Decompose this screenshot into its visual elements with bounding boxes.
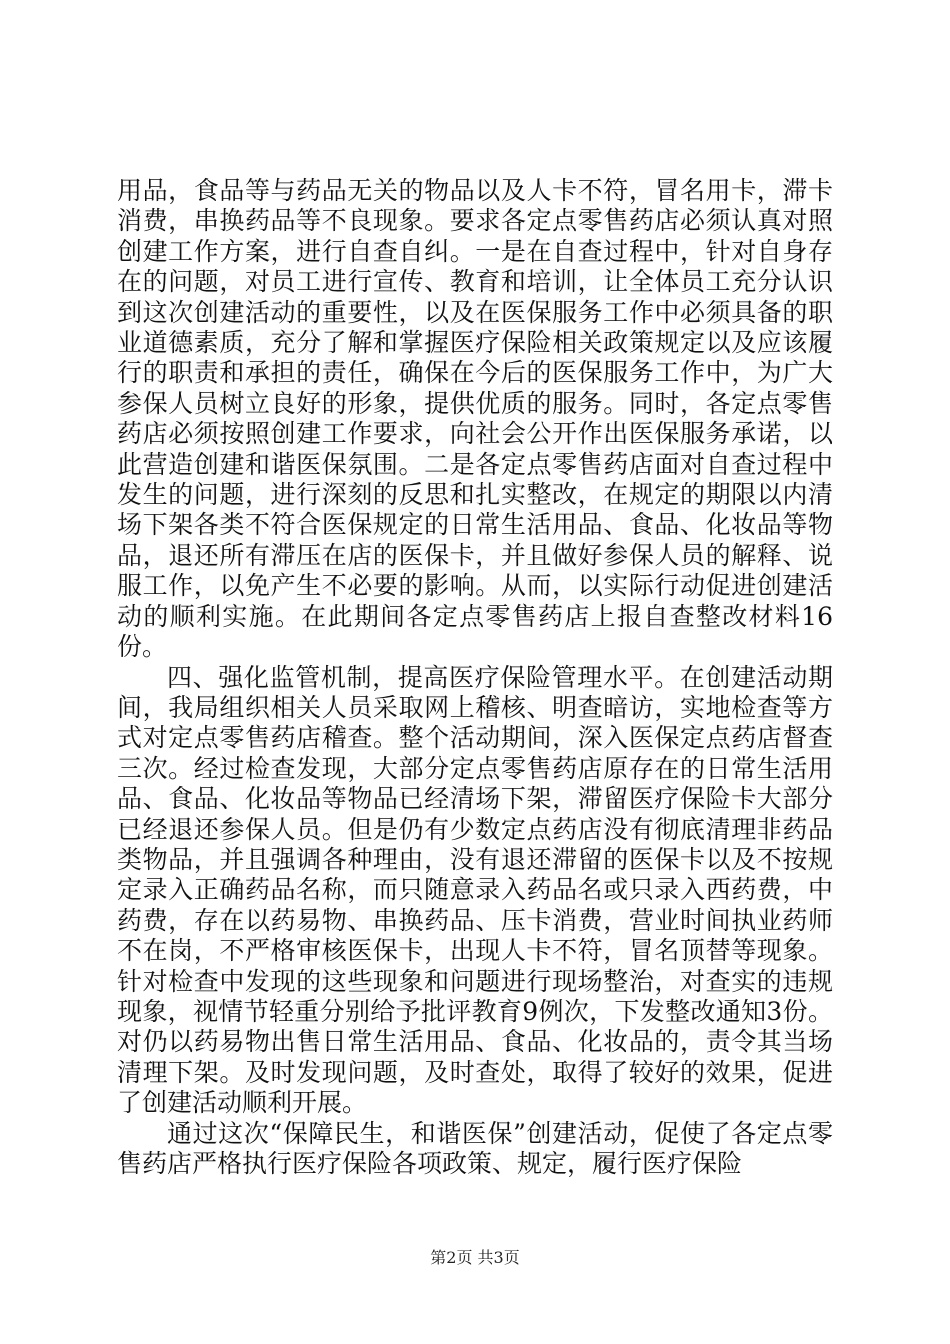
- paragraph-continuation: 用品，食品等与药品无关的物品以及人卡不符，冒名用卡，滞卡消费，串换药品等不良现象。要求各定点零售药店必须认真对照创建工作方案，进行自查自纠。一是在自查过程中，针对自身存在的问题，对员工进行宣传、教育和培训，让全体员工充分认识到这次创建活动的重要性，以及在医保服务工作中必须具备的职业道德素质，充分了解和掌握医疗保险相关政策规定以及应该履行的职责和承担的责任，确保在今后的医保服务工作中，为广大参保人员树立良好的形象，提供优质的服务。同时，各定点零售药店必须按照创建工作要求，向社会公开作出医保服务承诺，以此营造创建和谐医保氛围。二是各定点零售药店面对自查过程中发生的问题，进行深刻的反思和扎实整改，在规定的期限以内清场下架各类不符合医保规定的日常生活用品、食品、化妆品等物品，退还所有滞压在店的医保卡，并且做好参保人员的解释、说服工作，以免产生不必要的影响。从而，以实际行动促进创建活动的顺利实施。在此期间各定点零售药店上报自查整改材料16份。: [117, 176, 833, 662]
- document-body: [117, 176, 833, 1179]
- page-footer: 第2页 共3页: [430, 1248, 520, 1267]
- paragraph-section-four: 四、强化监管机制，提高医疗保险管理水平。在创建活动期间，我局组织相关人员采取网上稽核、明查暗访，实地检查等方式对定点零售药店稽查。整个活动期间，深入医保定点药店督查三次。经过检查发现，大部分定点零售药店原存在的日常生活用品、食品、化妆品等物品已经清场下架，滞留医疗保险卡大部分已经退还参保人员。但是仍有少数定点药店没有彻底清理非药品类物品，并且强调各种理由，没有退还滞留的医保卡以及不按规定录入正确药品名称，而只随意录入药品名或只录入西药费，中药费，存在以药易物、串换药品、压卡消费，营业时间执业药师不在岗，不严格审核医保卡，出现人卡不符，冒名顶替等现象。针对检查中发现的这些现象和问题进行现场整治，对查实的违规现象，视情节轻重分别给予批评教育9例次，下发整改通知3份。对仍以药易物出售日常生活用品、食品、化妆品的，责令其当场清理下架。及时发现问题，及时查处，取得了较好的效果，促进了创建活动顺利开展。: [117, 662, 833, 1118]
- paragraph-conclusion: 通过这次“保障民生，和谐医保”创建活动，促使了各定点零售药店严格执行医疗保险各项政策、规定，履行医疗保险: [117, 1118, 833, 1178]
